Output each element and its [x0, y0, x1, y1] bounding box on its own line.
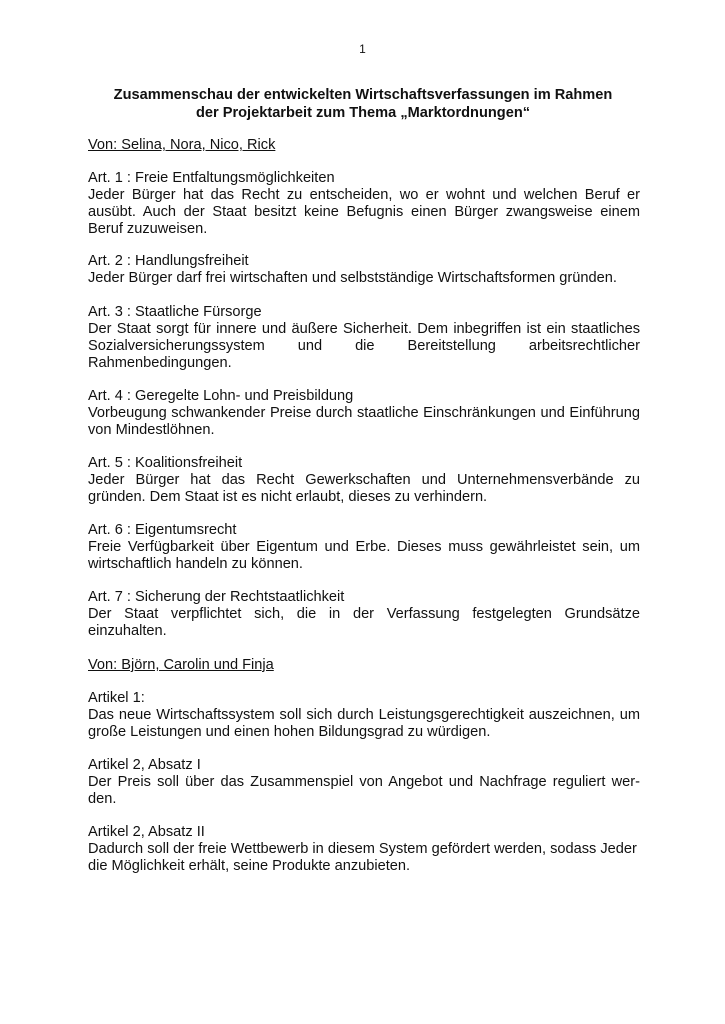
- article-title: Art. 5 : Koalitionsfreiheit: [88, 455, 243, 471]
- article-body: Vorbeugung schwankender Preise durch staatliche Einschränkungen und Einführung von Mindestlöhnen.: [88, 405, 640, 438]
- article-title: Art. 1 : Freie Entfaltungsmöglichkeiten: [88, 170, 335, 186]
- document-title: [88, 86, 638, 122]
- article-7-rechtstaatlichkeit: [88, 589, 640, 640]
- article-title: Art. 3 : Staatliche Fürsorge: [88, 304, 262, 320]
- article-title: Artikel 1:: [88, 690, 145, 706]
- article-title: Art. 4 : Geregelte Lohn- und Preisbildung: [88, 388, 354, 404]
- document-title-line-1: Zusammenschau der entwickelten Wirtschaftsverfassungen im Rahmen: [113, 87, 613, 103]
- group-heading-bjoern-carolin-finja: Von: Björn, Carolin und Finja: [88, 657, 274, 673]
- article-body: Der Preis soll über das Zusammenspiel von Angebot und Nachfrage reguliert wer-den.: [88, 774, 640, 807]
- article-title: Artikel 2, Absatz I: [88, 757, 201, 773]
- article-4-lohn-preisbildung: [88, 388, 640, 439]
- article-body: Freie Verfügbarkeit über Eigentum und Erbe. Dieses muss gewährleistet sein, um wirtschaftlich handeln zu können.: [88, 539, 640, 572]
- artikel-2-absatz-2: [88, 824, 640, 875]
- article-title: Art. 7 : Sicherung der Rechtstaatlichkeit: [88, 589, 345, 605]
- page-number: 1: [359, 42, 366, 56]
- article-body: Der Staat verpflichtet sich, die in der Verfassung festgelegten Grundsätze einzuhalten.: [88, 606, 640, 639]
- article-body: Jeder Bürger hat das Recht zu entscheiden, wo er wohnt und welchen Beruf er ausübt. Auch der Staat besitzt keine Befugnis einen Bürger zwangsweise einem Beruf zuzuweisen.: [88, 187, 640, 237]
- artikel-2-absatz-1: [88, 757, 640, 808]
- article-3-staatliche-fuersorge: [88, 304, 640, 372]
- article-body: Jeder Bürger darf frei wirtschaften und selbstständige Wirtschaftsformen gründen.: [88, 270, 617, 286]
- article-title: Art. 6 : Eigentumsrecht: [88, 522, 237, 538]
- article-body: Der Staat sorgt für innere und äußere Sicherheit. Dem inbegriffen ist ein staatliches Sozialversicherungssystem und die Bereitstellung arbeitsrechtlicher Rahmenbedingungen.: [88, 321, 640, 371]
- document-title-line-2: der Projektarbeit zum Thema „Marktordnungen“: [195, 105, 531, 121]
- artikel-1: [88, 690, 640, 741]
- article-body: Jeder Bürger hat das Recht Gewerkschaften und Unternehmensverbände zu gründen. Dem Staat ist es nicht erlaubt, dieses zu verhindern.: [88, 472, 640, 505]
- article-title: Art. 2 : Handlungsfreiheit: [88, 253, 249, 269]
- article-body: Dadurch soll der freie Wettbewerb in diesem System gefördert werden, sodass Jeder die Möglichkeit erhält, seine Produkte anzubieten.: [88, 841, 637, 874]
- article-title: Artikel 2, Absatz II: [88, 824, 205, 840]
- article-6-eigentumsrecht: [88, 522, 640, 573]
- article-2-handlungsfreiheit: [88, 253, 640, 287]
- article-5-koalitionsfreiheit: [88, 455, 640, 506]
- article-1-freie-entfaltung: [88, 170, 640, 238]
- group-heading-selina-nora-nico-rick: Von: Selina, Nora, Nico, Rick: [88, 137, 276, 153]
- article-body: Das neue Wirtschaftssystem soll sich durch Leistungsgerechtigkeit auszeichnen, um große Leistungen und einen hohen Bildungsgrad zu würdigen.: [88, 707, 640, 740]
